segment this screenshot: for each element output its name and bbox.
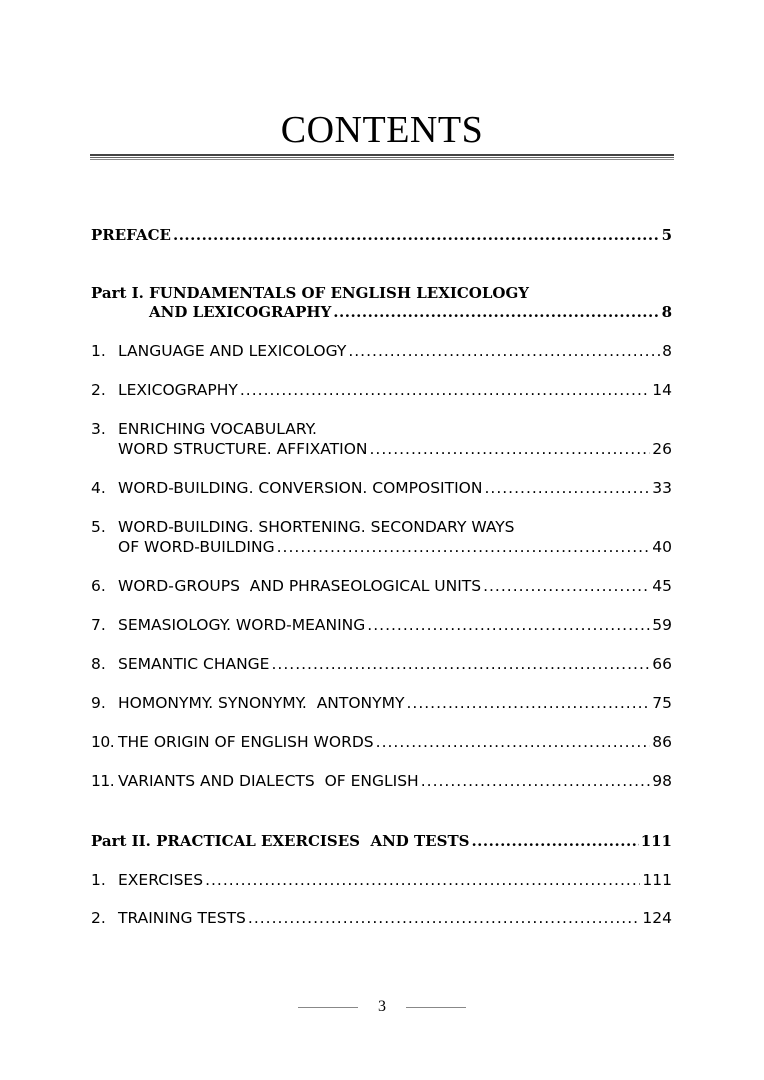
page-number: 3	[378, 998, 386, 1015]
toc-leader-dots	[421, 771, 651, 791]
title-rule	[90, 157, 674, 158]
toc-entry-label: WORD-GROUPS AND PHRASEOLOGICAL UNITS	[118, 577, 482, 595]
toc-entry-number: 10.	[91, 733, 115, 751]
toc-leader-dots	[248, 908, 641, 928]
toc-entry-page: 26	[652, 440, 672, 458]
toc-entry-number: 7.	[91, 616, 106, 634]
toc-leader-dots	[370, 439, 651, 459]
toc-entry-label: SEMANTIC CHANGE	[118, 655, 270, 673]
toc-leader-dots	[240, 380, 650, 400]
toc-entry-page: 98	[652, 772, 672, 790]
toc-entry[interactable]	[91, 341, 672, 361]
toc-entry-label: HOMONYMY. SYNONYMY. ANTONYMY	[118, 694, 405, 712]
toc-entry[interactable]	[91, 439, 672, 459]
toc-entry[interactable]	[91, 908, 672, 928]
toc-entry-page: 45	[652, 577, 672, 595]
toc-entry[interactable]	[91, 537, 672, 557]
toc-entry-label: LANGUAGE AND LEXICOLOGY	[118, 342, 347, 360]
toc-entry[interactable]	[91, 654, 672, 674]
toc-entry-page: 8	[662, 342, 672, 360]
toc-entry[interactable]	[91, 870, 672, 890]
toc-leader-dots	[333, 302, 659, 322]
toc-entry-page: 124	[642, 909, 672, 927]
toc-entry-page: 59	[652, 616, 672, 634]
footer-rule	[406, 1007, 466, 1008]
toc-leader-dots	[277, 537, 651, 557]
toc-entry-label: THE ORIGIN OF ENGLISH WORDS	[118, 733, 374, 751]
toc-leader-dots	[471, 831, 638, 851]
toc-entry-number: 4.	[91, 479, 106, 497]
toc-entry-part2[interactable]	[91, 831, 672, 851]
toc-entry-page: 14	[652, 381, 672, 399]
toc-entry[interactable]	[91, 615, 672, 635]
toc-entry-label: WORD-BUILDING. CONVERSION. COMPOSITION	[118, 479, 483, 497]
toc-part-heading[interactable]: Part I. FUNDAMENTALS OF ENGLISH LEXICOLOGY	[91, 284, 529, 302]
toc-entry-label: TRAINING TESTS	[118, 909, 246, 927]
toc-entry-page: 5	[661, 226, 672, 244]
toc-leader-dots	[348, 341, 660, 361]
toc-entry-page: 66	[652, 655, 672, 673]
toc-leader-dots	[367, 615, 650, 635]
title-rule	[90, 154, 674, 156]
toc-entry-label: WORD-BUILDING. SHORTENING. SECONDARY WAYS	[118, 518, 515, 536]
toc-leader-dots	[173, 225, 660, 245]
toc-entry[interactable]	[91, 380, 672, 400]
toc-entry-part1[interactable]	[91, 302, 672, 322]
toc-entry-label: OF WORD-BUILDING	[118, 538, 275, 556]
toc-entry-number: 2.	[91, 909, 106, 927]
toc-entry-number: 3.	[91, 420, 106, 438]
toc-entry-number: 5.	[91, 518, 106, 536]
toc-leader-dots	[205, 870, 640, 890]
toc-entry-number: 1.	[91, 342, 106, 360]
toc-entry[interactable]	[91, 771, 672, 791]
toc-entry-label: PREFACE	[91, 226, 171, 244]
toc-entry-page: 86	[652, 733, 672, 751]
toc-entry-first-line[interactable]	[91, 419, 317, 439]
page-title: CONTENTS	[280, 109, 484, 151]
toc-entry-preface[interactable]	[91, 225, 672, 245]
toc-entry[interactable]	[91, 576, 672, 596]
toc-entry-page: 8	[661, 303, 672, 321]
toc-leader-dots	[271, 654, 650, 674]
toc-entry-number: 9.	[91, 694, 106, 712]
toc-entry-page: 111	[642, 871, 672, 889]
toc-entry-page: 75	[652, 694, 672, 712]
toc-entry-label: AND LEXICOGRAPHY	[149, 303, 332, 321]
toc-entry-page: 111	[640, 832, 672, 850]
toc-entry-label: VARIANTS AND DIALECTS OF ENGLISH	[118, 772, 419, 790]
toc-entry-page: 33	[652, 479, 672, 497]
toc-entry-label: Part II. PRACTICAL EXERCISES AND TESTS	[91, 832, 470, 850]
toc-leader-dots	[483, 576, 650, 596]
toc-entry-label: EXERCISES	[118, 871, 204, 889]
toc-entry-number: 8.	[91, 655, 106, 673]
toc-entry-page: 40	[652, 538, 672, 556]
toc-entry-number: 6.	[91, 577, 106, 595]
toc-leader-dots	[406, 693, 650, 713]
toc-leader-dots	[376, 732, 651, 752]
toc-entry-label: ENRICHING VOCABULARY.	[118, 420, 317, 438]
toc-entry-first-line[interactable]	[91, 517, 515, 537]
toc-entry-number: 11.	[91, 772, 115, 790]
toc-entry-number: 2.	[91, 381, 106, 399]
toc-entry-label: WORD STRUCTURE. AFFIXATION	[118, 440, 368, 458]
toc-entry[interactable]	[91, 732, 672, 752]
toc-entry[interactable]	[91, 478, 672, 498]
title-rule	[90, 159, 674, 160]
toc-entry-label: SEMASIOLOGY. WORD-MEANING	[118, 616, 366, 634]
page-footer	[0, 996, 764, 1020]
toc-leader-dots	[484, 478, 650, 498]
toc-entry-number: 1.	[91, 871, 106, 889]
toc-entry-label: LEXICOGRAPHY	[118, 381, 238, 399]
footer-rule	[298, 1007, 358, 1008]
toc-entry[interactable]	[91, 693, 672, 713]
